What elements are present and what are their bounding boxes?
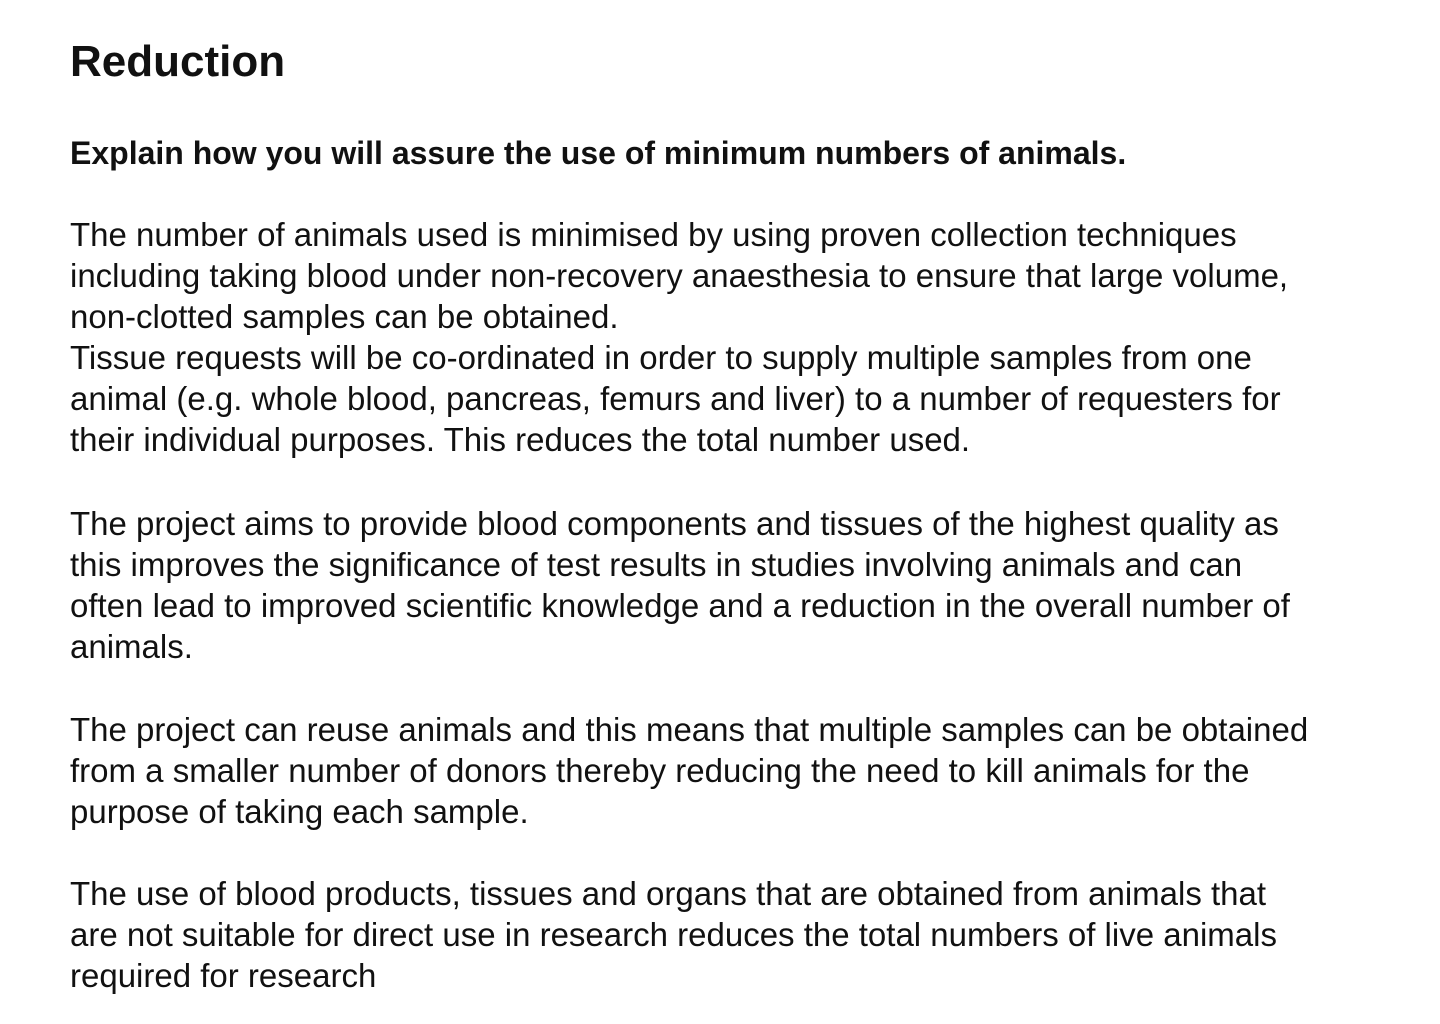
text-line: Tissue requests will be co-ordinated in order to supply multiple samples from one [70, 339, 1252, 376]
text-line: this improves the significance of test results in studies involving animals and can [70, 546, 1243, 583]
section-question: Explain how you will assure the use of minimum numbers of animals. [70, 135, 1127, 171]
paragraph-quality [70, 503, 1290, 667]
text-line: their individual purposes. This reduces the total number used. [70, 421, 971, 458]
text-line: non-clotted samples can be obtained. [70, 298, 619, 335]
text-line: The project can reuse animals and this means that multiple samples can be obtained [70, 711, 1309, 748]
text-line: required for research [70, 957, 377, 994]
paragraph-blood-products [70, 873, 1277, 996]
text-line: animals. [70, 628, 193, 665]
text-line: animal (e.g. whole blood, pancreas, femurs and liver) to a number of requesters for [70, 380, 1281, 417]
paragraph-minimised-collection [70, 214, 1288, 460]
page-title: Reduction [70, 37, 286, 86]
text-line: The project aims to provide blood components and tissues of the highest quality as [70, 505, 1279, 542]
text-line: are not suitable for direct use in research reduces the total numbers of live animals [70, 916, 1277, 953]
text-line: including taking blood under non-recovery anaesthesia to ensure that large volume, [70, 257, 1289, 294]
text-line: often lead to improved scientific knowledge and a reduction in the overall number of [70, 587, 1290, 624]
text-line: The number of animals used is minimised by using proven collection techniques [70, 216, 1237, 253]
text-line: from a smaller number of donors thereby reducing the need to kill animals for the [70, 752, 1250, 789]
text-line: purpose of taking each sample. [70, 793, 529, 830]
text-line: The use of blood products, tissues and organs that are obtained from animals that [70, 875, 1267, 912]
paragraph-reuse [70, 709, 1308, 832]
